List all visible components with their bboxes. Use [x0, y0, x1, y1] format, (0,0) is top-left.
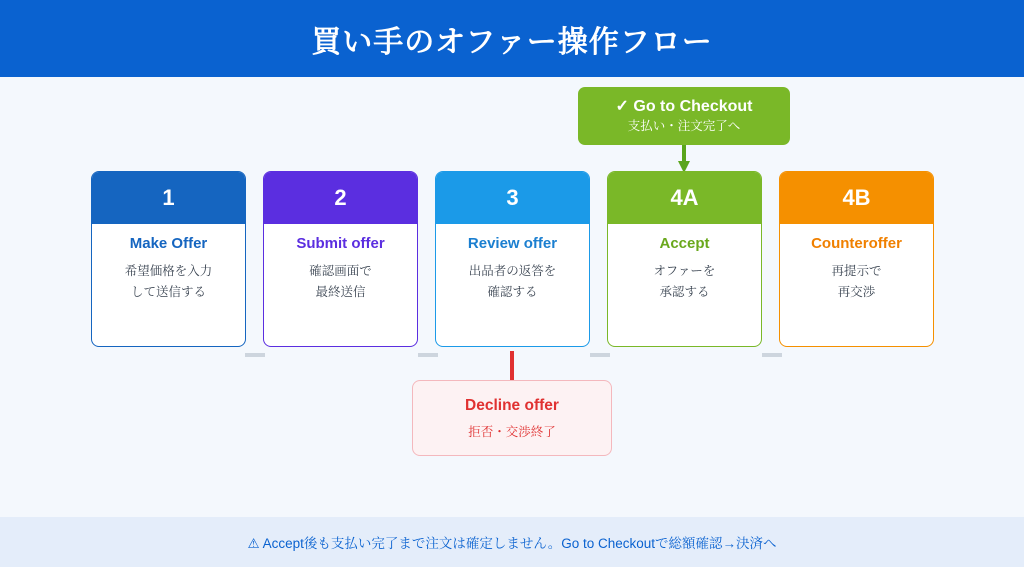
go-to-checkout-subtitle: 支払い・注文完了へ	[627, 119, 741, 133]
decline-offer-box[interactable]	[412, 380, 612, 456]
arrow-down-icon-checkout	[678, 145, 690, 173]
step-desc-2-line2: 最終送信	[315, 285, 366, 299]
step-number-1: 1	[92, 172, 245, 224]
connector-2-3	[418, 353, 438, 357]
step-body-2	[264, 224, 417, 346]
step-desc-3-line2: 確認する	[487, 285, 538, 299]
page-title: 買い手のオファー操作フロー	[311, 25, 713, 59]
page-header	[0, 0, 1024, 77]
step-desc-2-line1: 確認画面で	[309, 264, 372, 278]
check-icon: ✓	[615, 98, 629, 115]
step-desc-4a-line1: オファーを	[653, 264, 716, 278]
decline-offer-title: Decline offer	[465, 396, 559, 414]
step-desc-4a-line2: 承認する	[659, 285, 710, 299]
decline-offer-subtitle: 拒否・交渉終了	[468, 424, 556, 439]
step-card-2[interactable]	[263, 171, 418, 347]
step-card-row	[0, 171, 1024, 351]
step-number-2: 2	[264, 172, 417, 224]
go-to-checkout-title: ✓ Go to Checkout	[615, 98, 753, 115]
step-card-4b[interactable]	[779, 171, 934, 347]
footer-note-bar	[0, 517, 1024, 567]
step-desc-1-line2: して送信する	[130, 285, 206, 299]
step-body-3	[436, 224, 589, 346]
step-desc-4b-line1: 再提示で	[831, 264, 882, 278]
connector-4a-4b	[762, 353, 782, 357]
step-number-4b: 4B	[780, 172, 933, 224]
step-label-3: Review offer	[467, 235, 558, 252]
step-number-3: 3	[436, 172, 589, 224]
connector-1-2	[245, 353, 265, 357]
connector-3-4a	[590, 353, 610, 357]
step-card-4a[interactable]	[607, 171, 762, 347]
step-body-1	[92, 224, 245, 346]
step-card-3[interactable]	[435, 171, 590, 347]
step-label-4a: Accept	[659, 235, 710, 252]
go-to-checkout-box[interactable]	[578, 87, 790, 145]
step-card-1[interactable]	[91, 171, 246, 347]
step-label-4b: Counteroffer	[811, 235, 902, 252]
step-desc-4b-line2: 再交渉	[837, 285, 876, 299]
footer-note-text: ⚠ Accept後も支払い完了まで注文は確定しません。Go to Checkoutで総額確認→決済へ	[247, 536, 777, 551]
step-number-4a: 4A	[608, 172, 761, 224]
step-label-1: Make Offer	[129, 235, 208, 252]
flow-diagram-canvas	[0, 77, 1024, 517]
step-desc-3-line1: 出品者の返答を	[468, 264, 557, 278]
step-desc-1-line1: 希望価格を入力	[124, 264, 213, 278]
step-body-4a	[608, 224, 761, 346]
step-label-2: Submit offer	[296, 235, 385, 252]
step-body-4b	[780, 224, 933, 346]
